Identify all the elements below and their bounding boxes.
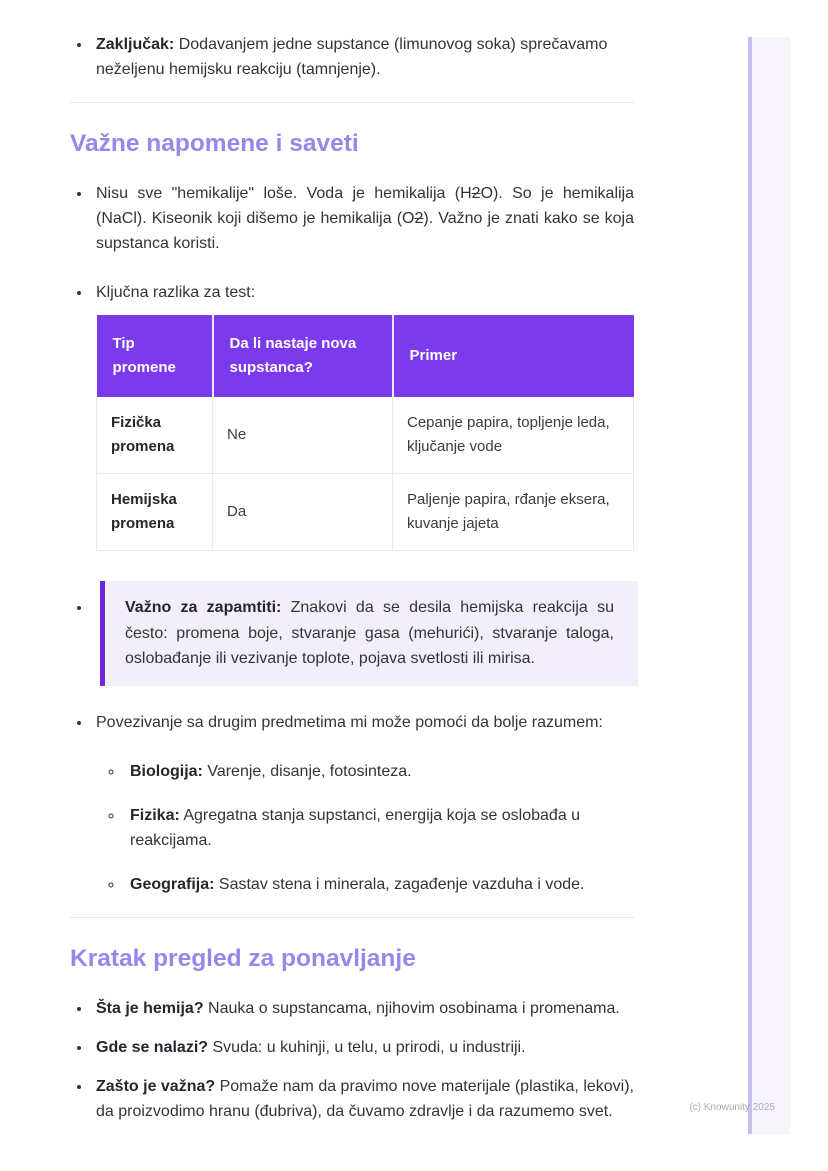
what-is-chemistry-paragraph xyxy=(96,996,634,1021)
subjects-sublist xyxy=(104,759,634,897)
section-divider xyxy=(70,917,634,918)
physics-text: Agregatna stanja supstanci, energija koja se oslobađa u reakcijama. xyxy=(130,806,581,849)
callout-text: Znakovi da se desila hemijska reakcija su često: promena boje, stvaranje gasa (mehurići), stvaranje taloga, oslobađanje ili vezivanje toplote, pojava svetlosti ili mirisa. xyxy=(125,599,614,667)
chemicals-text-2: O). So je hemikalija (NaCl). Kiseonik koji dišemo je hemikalija (O xyxy=(96,185,635,227)
chemicals-paragraph xyxy=(96,181,634,256)
list-item-why-important xyxy=(92,1074,634,1124)
connections-text: • Povezivanje sa drugim predmetima mi može pomoći da bolje razumem: xyxy=(96,713,603,731)
document-content xyxy=(70,0,634,1138)
key-difference-text: • Ključna razlika za test: xyxy=(96,284,256,301)
sub-item-geography xyxy=(124,872,634,897)
why-important-label: Zašto je važna? xyxy=(96,1077,216,1095)
review-list xyxy=(70,996,634,1124)
what-is-chemistry-text: Nauka o supstancama, njihovim osobinama i promenama. xyxy=(203,999,620,1017)
notes-list-2 xyxy=(70,581,634,897)
section-divider xyxy=(70,102,634,103)
callout-important xyxy=(100,581,638,686)
physics-label: Fizika: xyxy=(130,806,180,824)
table-row xyxy=(97,397,634,474)
physics-paragraph xyxy=(130,803,634,853)
list-item-connections xyxy=(92,710,634,897)
table-header xyxy=(97,315,634,397)
table-header-type: Tip promene xyxy=(97,315,213,397)
callout-paragraph xyxy=(125,595,614,672)
cell-example-physical: Cepanje papira, topljenje leda, ključanje vode xyxy=(393,397,634,474)
cell-new-substance-physical: Ne xyxy=(213,397,393,474)
notes-list xyxy=(70,181,634,305)
list-item-chemicals xyxy=(92,181,634,256)
footer-copyright: (c) Knowunity 2025 xyxy=(689,1102,775,1113)
chemicals-text-3: ). Važno je znati kako se koja supstanca koristi. xyxy=(96,210,634,252)
what-is-chemistry-label: Šta je hemija? xyxy=(96,999,204,1017)
cell-type-physical: Fizička promena xyxy=(97,397,213,474)
biology-label: Biologija: xyxy=(130,762,203,780)
sub-item-biology xyxy=(124,759,634,784)
comparison-table xyxy=(96,315,634,551)
callout-label: Važno za zapamtiti: xyxy=(125,599,282,616)
table-header-new-substance: Da li nastaje nova supstanca? xyxy=(213,315,393,397)
list-item-key-difference xyxy=(92,280,634,305)
scrollbar[interactable] xyxy=(748,37,790,1134)
section-title-review: Kratak pregled za ponavljanje xyxy=(70,944,416,972)
table-row xyxy=(97,474,634,551)
where-found-paragraph xyxy=(96,1035,634,1060)
conclusion-paragraph xyxy=(96,32,634,82)
why-important-text: Pomaže nam da pravimo nove materijale (plastika, lekovi), da proizvodimo hranu (đubriva), da čuvamo zdravlje i da razumemo svet. xyxy=(96,1077,634,1120)
struck-subscript-2: 2 xyxy=(471,185,481,202)
section-title-notes: Važne napomene i saveti xyxy=(70,130,359,157)
where-found-text: Svuda: u kuhinji, u telu, u prirodi, u industriji. xyxy=(208,1038,526,1056)
sub-item-physics xyxy=(124,803,634,853)
conclusion-label: Zaključak: xyxy=(96,36,175,53)
list-item-conclusion xyxy=(92,32,634,82)
list-item-callout xyxy=(92,581,634,686)
struck-subscript-2b: 2 xyxy=(414,210,424,227)
why-important-paragraph xyxy=(96,1074,634,1124)
cell-example-chemical: Paljenje papira, rđanje eksera, kuvanje jajeta xyxy=(393,474,634,551)
where-found-label: Gde se nalazi? xyxy=(96,1038,209,1056)
geography-paragraph xyxy=(130,872,634,897)
biology-text: Varenje, disanje, fotosinteza. xyxy=(202,762,412,780)
chemicals-text-1: Nisu sve "hemikalije" loše. Voda je hemikalija (H xyxy=(96,185,472,202)
biology-paragraph xyxy=(130,759,634,784)
table-header-example: Primer xyxy=(393,315,634,397)
list-item-what-is-chemistry xyxy=(92,996,634,1021)
list-item-where-found xyxy=(92,1035,634,1060)
conclusion-text: Dodavanjem jedne supstance (limunovog soka) sprečavamo neželjenu hemijsku reakciju (tamnjenje). xyxy=(96,36,608,78)
geography-text: Sastav stena i minerala, zagađenje vazduha i vode. xyxy=(214,875,585,893)
intro-list xyxy=(70,32,634,82)
cell-type-chemical: Hemijska promena xyxy=(97,474,213,551)
geography-label: Geografija: xyxy=(130,875,215,893)
cell-new-substance-chemical: Da xyxy=(213,474,393,551)
